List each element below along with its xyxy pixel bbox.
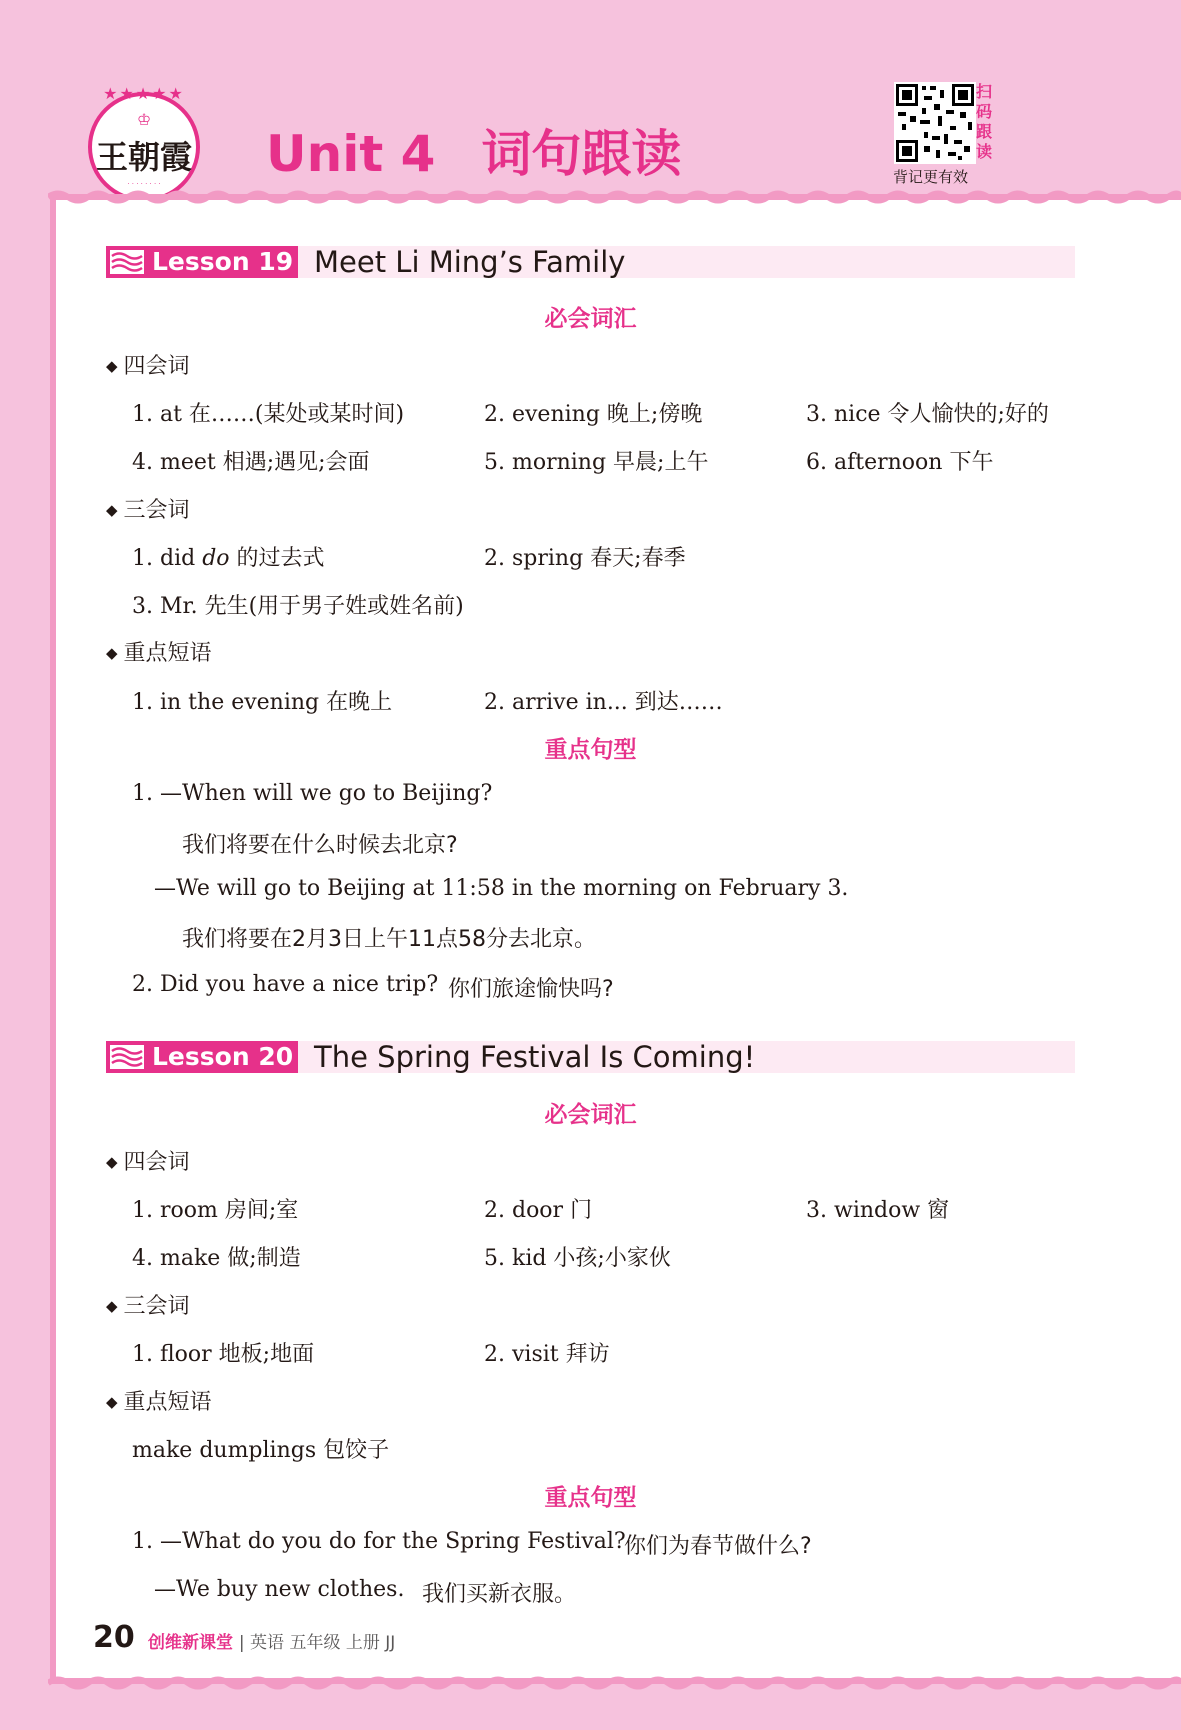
brand-logo	[88, 84, 200, 202]
lesson20-three-heading: ◆ 三会词	[106, 1294, 190, 1319]
lesson19-four-heading: ◆ 四会词	[106, 354, 190, 379]
phrase-item: 2. arrive in... 到达……	[484, 690, 723, 715]
lesson19-badge	[106, 246, 298, 278]
page-title	[266, 114, 681, 186]
vocab-item: 2. spring 春天;春季	[484, 546, 686, 571]
lesson20-title: The Spring Festival Is Coming!	[314, 1040, 756, 1074]
diamond-icon: ◆	[106, 501, 118, 519]
phrase-item: 1. in the evening 在晚上	[132, 690, 393, 715]
vocab-item: 3. window 窗	[806, 1198, 950, 1223]
sentence-cn: 你们旅途愉快吗?	[448, 977, 614, 1002]
logo-text: 王朝霞	[95, 138, 192, 176]
vocab-item: 5. kid 小孩;小家伙	[484, 1246, 671, 1271]
vocab-item: 6. afternoon 下午	[806, 450, 994, 475]
vocab-item: 1. at 在……(某处或某时间)	[132, 402, 405, 427]
wave-border-bottom	[48, 1676, 1181, 1690]
vocab-item: 4. meet 相遇;遇见;会面	[132, 450, 370, 475]
scan-label: 扫码跟读	[976, 82, 993, 161]
lesson19-number: Lesson 19	[152, 247, 294, 276]
lesson20-phrase-heading: ◆ 重点短语	[106, 1390, 212, 1415]
vocab-item: 3. Mr. 先生(用于男子姓或姓名前)	[132, 594, 464, 619]
vocab-item: 2. evening 晚上;傍晚	[484, 402, 703, 427]
waves-icon	[108, 248, 146, 276]
vocab-item: 2. door 门	[484, 1198, 593, 1223]
scan-note: 背记更有效	[893, 168, 969, 186]
sentence-en: 1. —What do you do for the Spring Festival?	[132, 1529, 626, 1554]
lesson19-title: Meet Li Ming’s Family	[314, 245, 626, 279]
lesson20-badge	[106, 1041, 298, 1073]
phrase-item: make dumplings 包饺子	[132, 1438, 390, 1463]
sentence-en: —We buy new clothes.	[154, 1577, 405, 1602]
unit-subtitle: 词句跟读	[481, 125, 682, 183]
lesson20-four-heading: ◆ 四会词	[106, 1150, 190, 1175]
waves-icon	[108, 1043, 146, 1071]
unit-label: Unit 4	[266, 125, 436, 183]
diamond-icon: ◆	[106, 1153, 118, 1171]
footer-brand-name: 创维新课堂	[148, 1633, 233, 1653]
logo-ring: · · · · · · · ·	[127, 180, 161, 188]
vocab-item: 3. nice 令人愉快的;好的	[806, 402, 1049, 427]
vocab-item: 1. floor 地板;地面	[132, 1342, 315, 1367]
vocab-item: 1. did do 的过去式	[132, 546, 325, 571]
lesson19-phrase-heading: ◆ 重点短语	[106, 641, 212, 666]
lesson19-sentence-heading: 重点句型	[544, 737, 637, 763]
vocab-item: 4. make 做;制造	[132, 1246, 301, 1271]
lesson20-sentence-heading: 重点句型	[544, 1485, 637, 1511]
lesson19-three-heading: ◆ 三会词	[106, 498, 190, 523]
vocab-item: 2. visit 拜访	[484, 1342, 610, 1367]
lesson19-header	[106, 246, 1075, 278]
sentence-cn: 我们将要在2月3日上午11点58分去北京。	[182, 927, 596, 952]
lesson20-header	[106, 1041, 1075, 1073]
qr-code-icon[interactable]	[894, 82, 976, 164]
wave-border-top	[48, 190, 1181, 204]
sentence-en: 2. Did you have a nice trip?	[132, 972, 439, 997]
diamond-icon: ◆	[106, 1393, 118, 1411]
vocab-item: 1. room 房间;室	[132, 1198, 299, 1223]
footer-book-info: | 英语 五年级 上册 JJ	[238, 1633, 396, 1653]
lesson20-number: Lesson 20	[152, 1042, 294, 1071]
sentence-en: —We will go to Beijing at 11:58 in the morning on February 3.	[154, 876, 849, 901]
sentence-cn: 我们将要在什么时候去北京?	[182, 833, 458, 858]
footer-series	[148, 1628, 395, 1653]
stars-icon: ★★★★★	[103, 84, 185, 103]
crown-icon: ♔	[136, 110, 152, 129]
lesson19-vocab-heading: 必会词汇	[544, 306, 637, 332]
vocab-item: 5. morning 早晨;上午	[484, 450, 709, 475]
page-number: 20	[93, 1620, 135, 1655]
sentence-cn: 你们为春节做什么?	[624, 1534, 812, 1559]
lesson20-vocab-heading: 必会词汇	[544, 1102, 637, 1128]
diamond-icon: ◆	[106, 644, 118, 662]
diamond-icon: ◆	[106, 357, 118, 375]
sentence-cn: 我们买新衣服。	[422, 1582, 577, 1607]
diamond-icon: ◆	[106, 1297, 118, 1315]
sentence-en: 1. —When will we go to Beijing?	[132, 781, 493, 806]
